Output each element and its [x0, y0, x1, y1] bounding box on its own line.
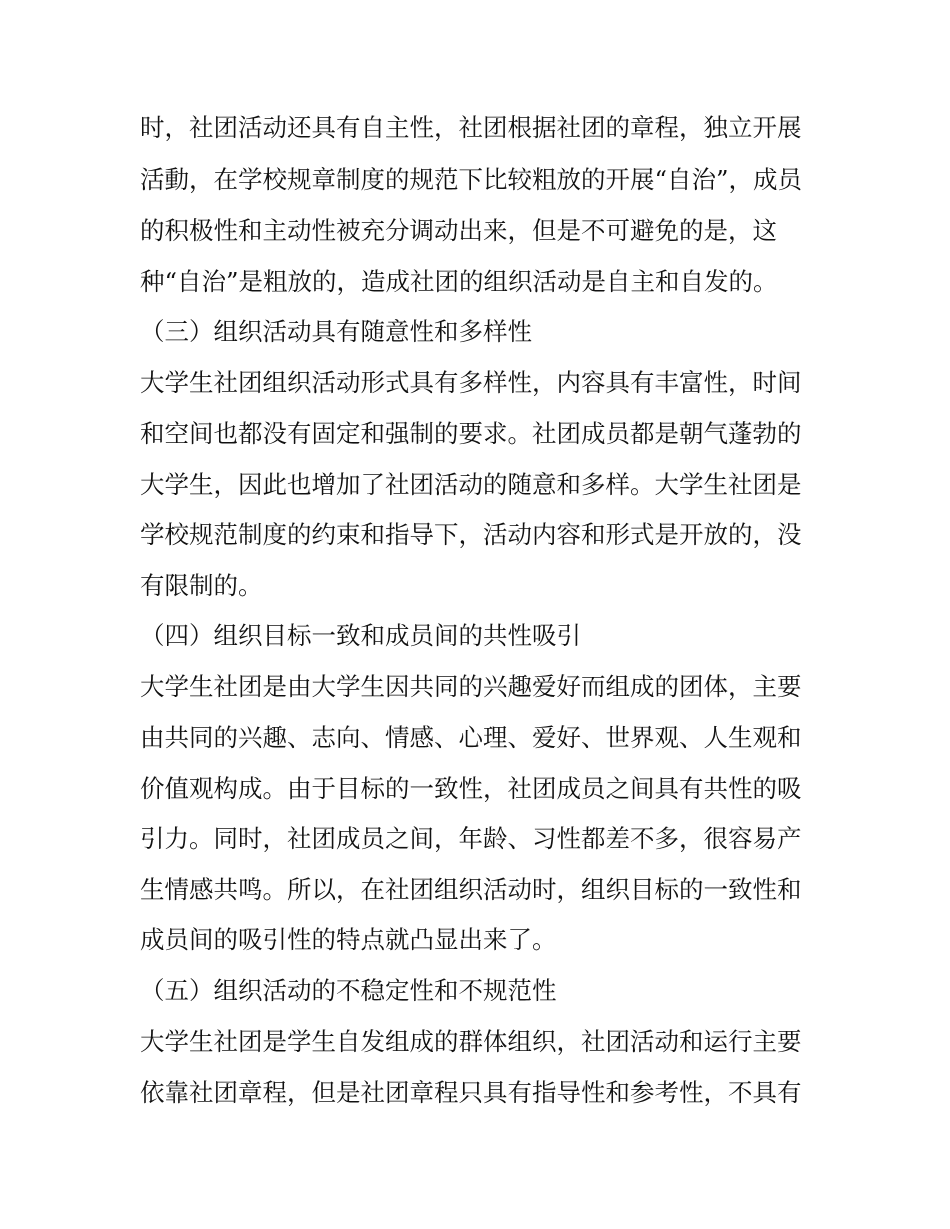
paragraph-line: 的积极性和主动性被充分调动出来，但是不可避免的是，这	[140, 216, 777, 245]
paragraph-line: 大学生，因此也增加了社团活动的随意和多样。大学生社团是	[140, 470, 802, 499]
paragraph-line: 生情感共鸣。所以，在社团组织活动时，组织目标的一致性和	[140, 875, 802, 904]
section-heading: （五）组织活动的不稳定性和不规范性	[140, 976, 557, 1005]
section-heading: （四）组织目标一致和成员间的共性吸引	[140, 621, 581, 650]
paragraph-line: 大学生社团是学生自发组成的群体组织，社团活动和运行主要	[140, 1027, 802, 1056]
paragraph-line: 活動，在学校规章制度的规范下比较粗放的开展“自治”，成员	[140, 165, 803, 194]
paragraph-line: 价值观构成。由于目标的一致性，社团成员之间具有共性的吸	[140, 774, 802, 803]
paragraph-line: 成员间的吸引性的特点就凸显出来了。	[140, 925, 557, 954]
paragraph-line: 学校规范制度的约束和指导下，活动内容和形式是开放的，没	[140, 520, 802, 549]
paragraph-line: 大学生社团是由大学生因共同的兴趣爱好而组成的团体，主要	[140, 672, 802, 701]
paragraph-line: 种“自治”是粗放的，造成社团的组织活动是自主和自发的。	[140, 267, 778, 296]
paragraph-line: 有限制的。	[140, 571, 263, 600]
paragraph-line: 和空间也都没有固定和强制的要求。社团成员都是朝气蓬勃的	[140, 419, 802, 448]
paragraph-line: 时，社团活动还具有自主性，社团根据社团的章程，独立开展	[140, 113, 802, 142]
paragraph-line: 大学生社团组织活动形式具有多样性，内容具有丰富性，时间	[140, 368, 802, 397]
section-heading: （三）组织活动具有随意性和多样性	[140, 317, 532, 346]
paragraph-line: 依靠社团章程，但是社团章程只具有指导性和参考性，不具有	[140, 1078, 802, 1107]
paragraph-line: 引力。同时，社团成员之间，年龄、习性都差不多，很容易产	[140, 824, 802, 853]
paragraph-line: 由共同的兴趣、志向、情感、心理、爱好、世界观、人生观和	[140, 723, 802, 752]
